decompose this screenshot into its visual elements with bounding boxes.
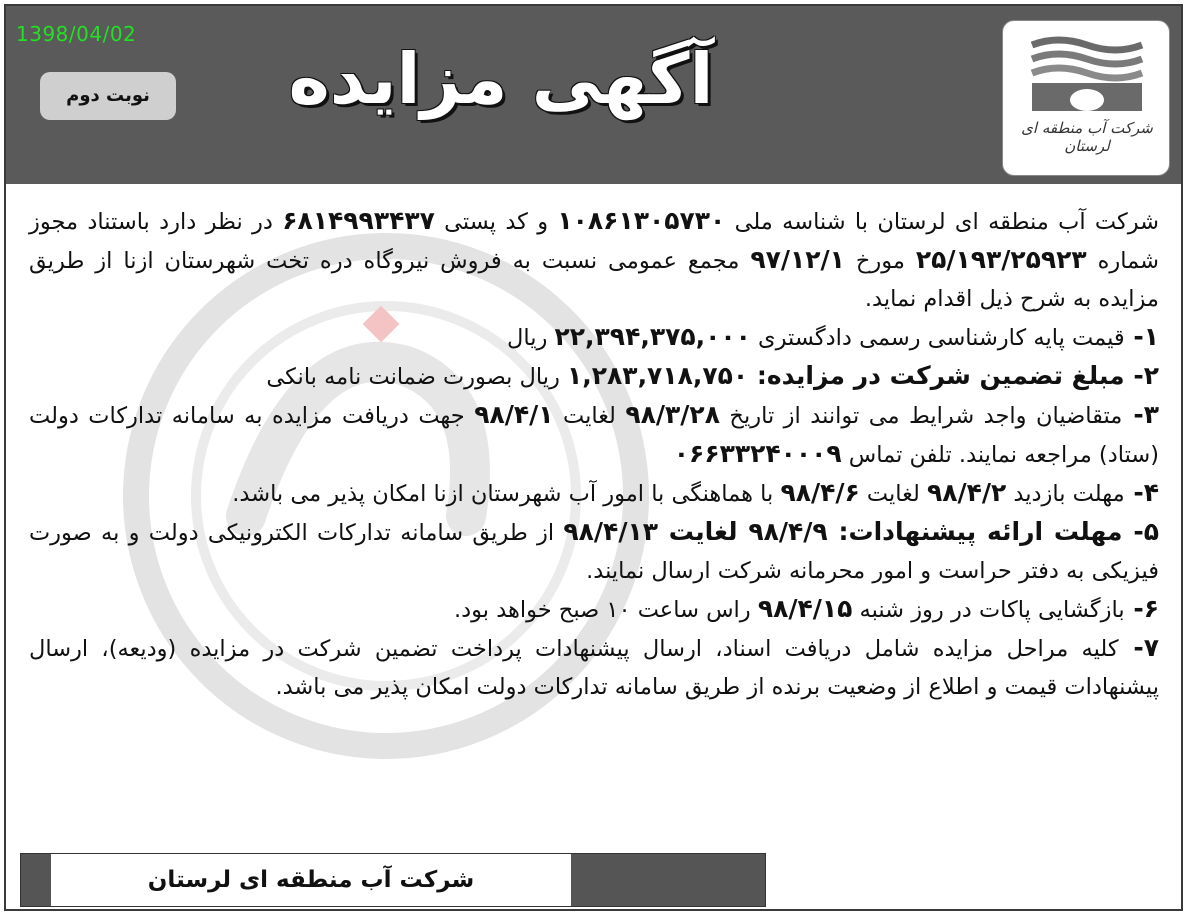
item-4: ۴- مهلت بازدید ۹۸/۴/۲ لغایت ۹۸/۴/۶ با هماهنگی با امور آب شهرستان ازنا امکان پذیر می باشد. [232, 478, 1159, 507]
item-2: ۲- مبلغ تضمین شرکت در مزایده: ۱,۲۸۳,۷۱۸,۷۵۰ ریال بصورت ضمانت نامه بانکی [266, 361, 1159, 390]
notice-footer [20, 853, 766, 907]
round-badge: نوبت دوم [40, 72, 176, 120]
item-3: ۳- متقاضیان واجد شرایط می توانند از تاریخ ۹۸/۳/۲۸ لغایت ۹۸/۴/۱ جهت دریافت مزایده به سامانه تدارکات دولت (ستاد) مراجعه نمایند. تلفن تماس ۰۶۶۳۳۲۴۰۰۰۹ [29, 400, 1159, 468]
company-logo [1002, 20, 1170, 176]
notice-frame [4, 4, 1183, 911]
water-company-logo-icon [1028, 33, 1146, 115]
intro-paragraph: شرکت آب منطقه ای لرستان با شناسه ملی ۱۰۸۶۱۳۰۵۷۳۰ و کد پستی ۶۸۱۴۹۹۳۴۳۷ در نظر دارد باستناد مجوز شماره ۲۵/۱۹۳/۲۵۹۲۳ مورخ ۹۷/۱۲/۱ مجمع عمومی نسبت به فروش نیروگاه دره تخت شهرستان ازنا از طریق مزایده به شرح ذیل اقدام نماید. [29, 206, 1160, 312]
base-price: ۲۲,۳۹۴,۳۷۵,۰۰۰ [554, 322, 751, 351]
item-5: ۵- مهلت ارائه پیشنهادات: ۹۸/۴/۹ لغایت ۹۸/۴/۱۳ از طریق سامانه تدارکات الکترونیکی دولت و به صورت فیزیکی به دفتر حراست و امور محرمانه شرکت ارسال نمایند. [29, 517, 1159, 584]
footer-company-name: شرکت آب منطقه ای لرستان [51, 854, 571, 906]
permit-date: ۹۷/۱۲/۱ [750, 245, 845, 274]
notice-title: آگهی مزایده [288, 38, 714, 120]
item-1: ۱- قیمت پایه کارشناسی رسمی دادگستری ۲۲,۳۹۴,۳۷۵,۰۰۰ ریال [507, 322, 1159, 351]
postal-code: ۶۸۱۴۹۹۳۴۳۷ [282, 206, 435, 235]
permit-number: ۲۵/۱۹۳/۲۵۹۲۳ [915, 245, 1087, 274]
logo-caption: شرکت آب منطقه ای لرستان [1021, 119, 1153, 155]
contact-phone: ۰۶۶۳۳۲۴۰۰۰۹ [673, 439, 842, 468]
notice-header [6, 6, 1181, 184]
notice-body [29, 202, 1159, 706]
notice-date: 1398/04/02 [16, 22, 137, 46]
item-7: ۷- کلیه مراحل مزایده شامل دریافت اسناد، ارسال پیشنهادات پرداخت تضمین شرکت در مزایده (ودیعه)، ارسال پیشنهادات قیمت و اطلاع از وضعیت برنده از طریق سامانه تدارکات دولت امکان پذیر می باشد. [29, 633, 1159, 700]
national-id: ۱۰۸۶۱۳۰۵۷۳۰ [557, 206, 726, 235]
item-6: ۶- بازگشایی پاکات در روز شنبه ۹۸/۴/۱۵ راس ساعت ۱۰ صبح خواهد بود. [453, 594, 1159, 623]
guarantee-amount: ۱,۲۸۳,۷۱۸,۷۵۰ [567, 361, 749, 390]
